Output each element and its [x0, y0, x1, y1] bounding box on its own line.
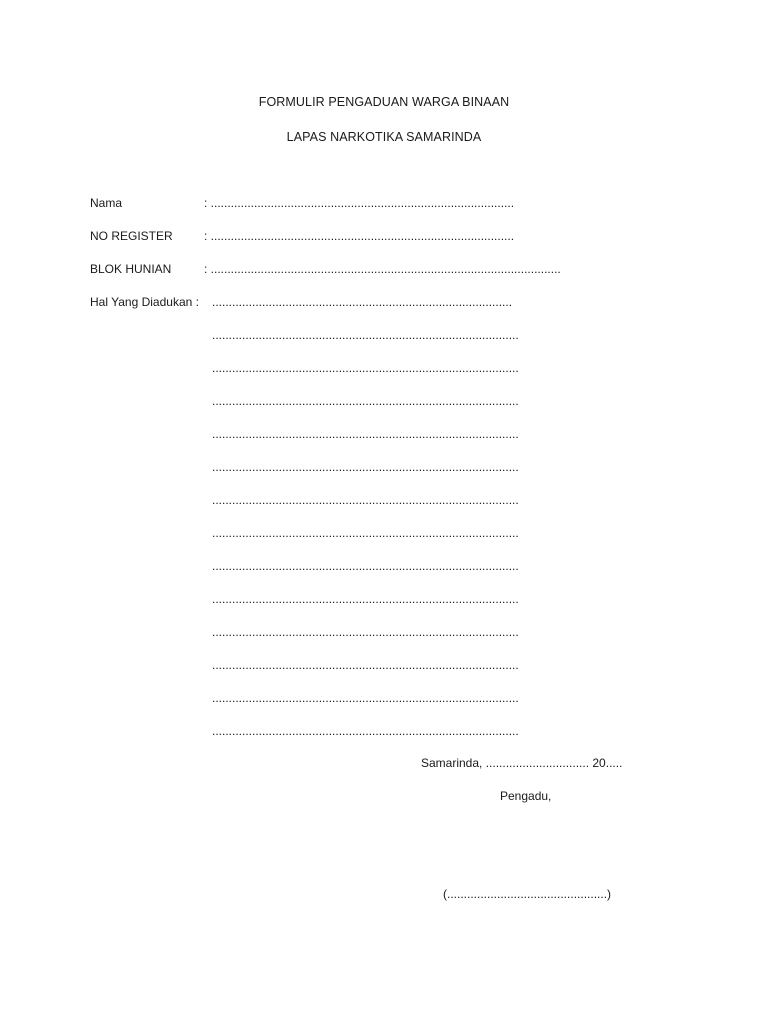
complaint-line[interactable]: ............................................................................................ — [212, 592, 519, 606]
complaint-line[interactable]: ............................................................................................ — [212, 559, 519, 573]
signature-name-field[interactable]: (................................................) — [443, 887, 612, 901]
complaint-line[interactable]: ............................................................................................ — [212, 691, 519, 705]
no-register-label: NO REGISTER — [90, 229, 173, 243]
complaint-line[interactable]: ............................................................................................ — [212, 460, 519, 474]
form-title: FORMULIR PENGADUAN WARGA BINAAN — [258, 95, 510, 109]
hal-yang-diadukan-label: Hal Yang Diadukan : — [90, 295, 199, 309]
complaint-line[interactable]: ............................................................................................ — [212, 526, 519, 540]
complaint-line[interactable]: ............................................................................................ — [212, 658, 519, 672]
nama-field[interactable]: : ........................................................................................... — [204, 196, 515, 210]
complaint-line[interactable]: ............................................................................................ — [212, 361, 519, 375]
blok-hunian-field[interactable]: : ......................................................................................................... — [204, 262, 561, 276]
complaint-line[interactable]: ............................................................................................ — [212, 625, 519, 639]
place-date-field[interactable]: Samarinda, ............................... 20..... — [421, 756, 623, 770]
complaint-line[interactable]: ............................................................................................ — [212, 724, 519, 738]
no-register-field[interactable]: : ........................................................................................... — [204, 229, 515, 243]
signer-role: Pengadu, — [500, 789, 552, 803]
form-subtitle: LAPAS NARKOTIKA SAMARINDA — [286, 130, 482, 144]
complaint-line[interactable]: ............................................................................................ — [212, 394, 519, 408]
nama-label: Nama — [90, 196, 123, 210]
hal-yang-diadukan-field[interactable]: .......................................................................................... — [212, 295, 513, 309]
complaint-line[interactable]: ............................................................................................ — [212, 328, 519, 342]
complaint-line[interactable]: ............................................................................................ — [212, 427, 519, 441]
complaint-line[interactable]: ............................................................................................ — [212, 493, 519, 507]
blok-hunian-label: BLOK HUNIAN — [90, 262, 172, 276]
